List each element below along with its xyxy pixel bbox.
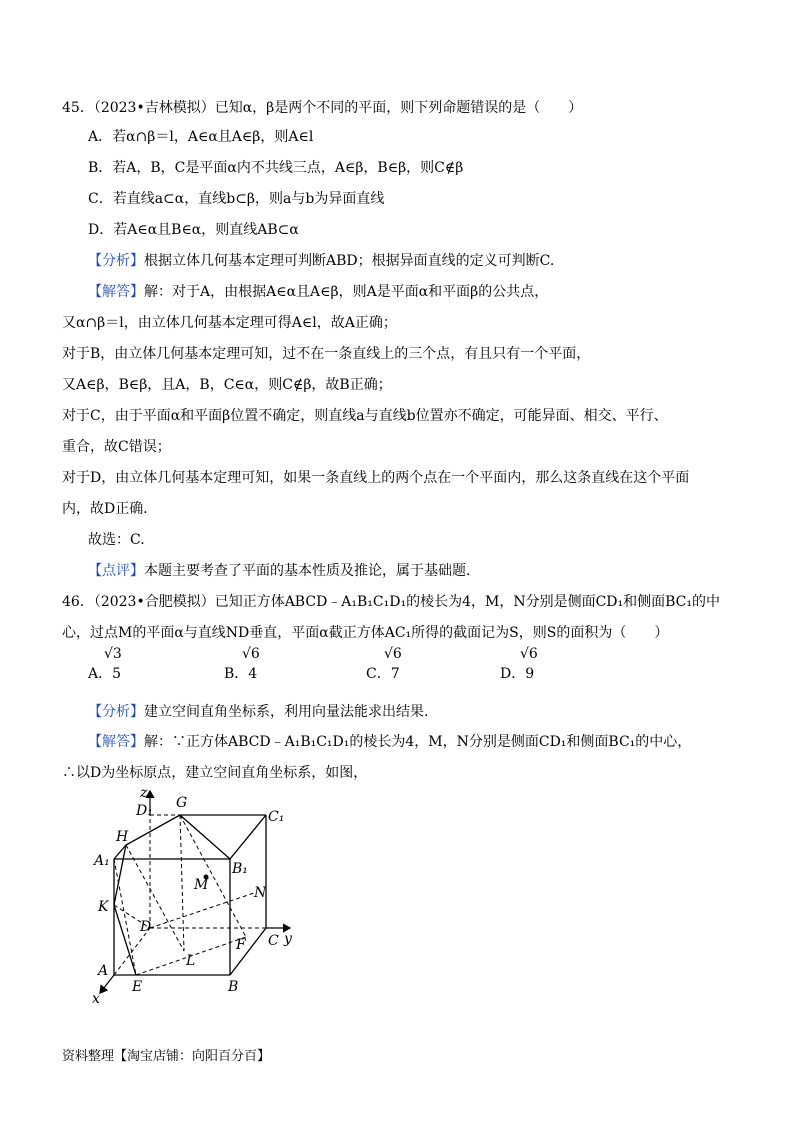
q46-analysis (88, 702, 428, 722)
label-c: C (268, 933, 279, 949)
q45-stem: 45．（2023•吉林模拟）已知α，β是两个不同的平面，则下列命题错误的是（ ） (62, 100, 583, 116)
q46-option-a: A．5 (88, 666, 122, 682)
label-b1: B₁ (232, 861, 248, 877)
label-g: G (176, 795, 188, 811)
solution-text: 解：对于A，由根据A∈α且A∈β，则A是平面α和平面β的公共点， (144, 284, 549, 300)
label-d1: D₁ (136, 803, 153, 819)
comment-text: 本题主要考查了平面的基本性质及推论，属于基础题. (144, 563, 471, 579)
label-c1: C₁ (268, 809, 285, 825)
cube-figure (88, 785, 308, 1010)
q46-option-b-radical: √6 (242, 646, 260, 662)
q46-option-d: D．9 (500, 666, 535, 682)
label-f: F (236, 937, 246, 953)
q45-solution-line-1 (88, 282, 548, 302)
edge-h-g (126, 815, 180, 845)
q45-solution-line-7: 对于D，由立体几何基本定理可知，如果一条直线上的两个点在一个平面内，那么这条直线在这个平面 (62, 470, 690, 486)
label-y: y (284, 931, 292, 947)
label-e: E (132, 979, 143, 995)
q45-analysis (88, 251, 554, 271)
q46-solution-line-1 (88, 732, 691, 752)
label-m: M (194, 877, 209, 893)
q45-option-a: A．若α∩β＝l，A∈α且A∈β，则A∈l (88, 129, 314, 145)
analysis-text: 建立空间直角坐标系，利用向量法能求出结果. (144, 704, 429, 720)
q45-solution-line-3: 对于B，由立体几何基本定理可知，过不在一条直线上的三个点，有且只有一个平面， (62, 346, 591, 362)
q46-option-b: B．4 (224, 666, 258, 682)
q45-solution-line-9: 故选：C. (88, 532, 145, 548)
q45-solution-line-8: 内，故D正确． (62, 501, 158, 517)
q46-stem-line-1: 46．（2023•合肥模拟）已知正方体ABCD﹣A₁B₁C₁D₁的棱长为4，M，N分别是侧面CD₁和侧面BC₁的中 (62, 594, 720, 610)
line-h-l (126, 845, 184, 951)
label-d: D (140, 919, 152, 935)
q46-option-d-radical: √6 (520, 646, 538, 662)
label-k: K (98, 899, 109, 915)
q46-option-a-radical: √3 (104, 646, 122, 662)
q46-stem-line-2: 心，过点M的平面α与直线ND垂直，平面α截正方体AC₁所得的截面记为S，则S的面积为（ ） (62, 625, 669, 641)
q45-solution-line-4: 又A∈β，B∈β，且A，B，C∈α，则C∉β，故B正确； (62, 377, 392, 393)
solution-tag: 【解答】 (88, 284, 144, 300)
q46-option-c-radical: √6 (384, 646, 402, 662)
analysis-text: 根据立体几何基本定理可判断ABD；根据异面直线的定义可判断C. (144, 253, 555, 269)
analysis-tag: 【分析】 (88, 704, 144, 720)
analysis-tag: 【分析】 (88, 253, 144, 269)
q45-option-c: C．若直线a⊂α，直线b⊂β，则a与b为异面直线 (88, 191, 385, 207)
solution-tag: 【解答】 (88, 734, 144, 750)
q46-option-c: C．7 (366, 666, 400, 682)
label-a1: A₁ (94, 853, 110, 869)
solution-text: 解：∵正方体ABCD﹣A₁B₁C₁D₁的棱长为4，M，N分别是侧面CD₁和侧面BC₁的中心， (144, 734, 692, 750)
comment-tag: 【点评】 (88, 563, 144, 579)
q45-option-b: B．若A，B，C是平面α内不共线三点，A∈β，B∈β，则C∉β (88, 160, 464, 176)
q45-solution-line-6: 重合，故C错误； (62, 439, 171, 455)
q45-comment (88, 561, 470, 581)
edge-g-b1 (180, 815, 230, 859)
q45-solution-line-5: 对于C，由于平面α和平面β位置不确定，则直线a与直线b位置亦不确定，可能异面、相交、平行、 (62, 408, 668, 424)
label-z: z (140, 785, 148, 801)
edge-b1-c1 (230, 815, 266, 859)
edge-h-k (114, 845, 126, 905)
label-l: L (186, 953, 196, 969)
label-n: N (254, 885, 267, 901)
label-h: H (116, 829, 129, 845)
label-a: A (98, 963, 109, 979)
label-b: B (228, 979, 239, 995)
label-x: x (92, 991, 100, 1007)
footer-note: 资料整理【淘宝店铺：向阳百分百】 (62, 1049, 271, 1064)
q46-solution-line-2: ∴以D为坐标原点，建立空间直角坐标系，如图， (62, 765, 368, 781)
q45-option-d: D．若A∈α且B∈α，则直线AB⊂α (88, 222, 299, 238)
q45-solution-line-2: 又α∩β＝l，由立体几何基本定理可得A∈l，故A正确； (62, 315, 397, 331)
line-g-l (180, 815, 184, 951)
